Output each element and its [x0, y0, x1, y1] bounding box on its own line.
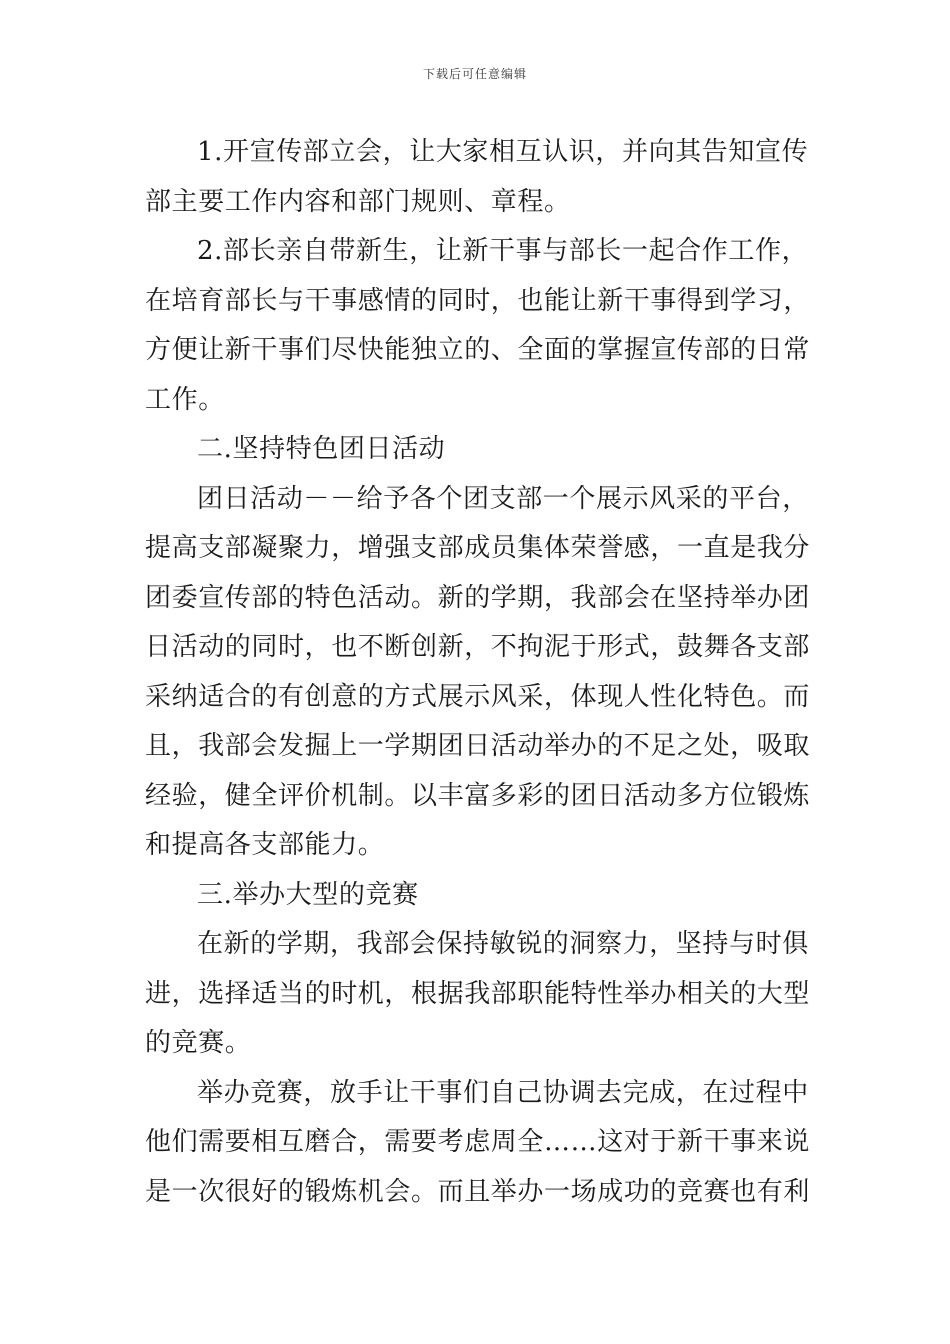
- paragraph-line: 采纳适合的有创意的方式展示风采，体现人性化特色。而: [145, 681, 811, 712]
- paragraph-line: 他们需要相互磨合，需要考虑周全……这对于新干事来说: [145, 1127, 811, 1157]
- paragraph-line: 举办竞赛，放手让干事们自己协调去完成，在过程中: [197, 1077, 809, 1108]
- section-heading-text: 二.坚持特色团日活动: [197, 434, 446, 464]
- paragraph-line: 和提高各支部能力。: [145, 830, 385, 860]
- paragraph-line: 的竞赛。: [145, 1028, 252, 1058]
- paragraph-line: 团日活动－－给予各个团支部一个展示风采的平台，: [197, 483, 809, 514]
- paragraph-line: 2.部长亲自带新生，让新干事与部长一起合作工作，: [197, 236, 809, 266]
- paragraph-line: 方便让新干事们尽快能独立的、全面的掌握宣传部的日常: [145, 335, 811, 365]
- page-header-note: 下载后可任意编辑: [422, 67, 527, 81]
- paragraph-competition-2: [145, 1069, 810, 1218]
- paragraph-line: 日活动的同时，也不断创新，不拘泥于形式，鼓舞各支部: [145, 632, 811, 662]
- paragraph-line: 团委宣传部的特色活动。新的学期，我部会在坚持举办团: [145, 582, 811, 613]
- paragraph-team-day: [145, 475, 810, 871]
- paragraph-line: 工作。: [145, 384, 225, 415]
- section-heading-text: 三.举办大型的竞赛: [197, 879, 419, 910]
- paragraph-line: 经验，健全评价机制。以丰富多彩的团日活动多方位锻炼: [145, 780, 811, 811]
- document-body: [145, 128, 810, 1217]
- paragraph-line: 提高支部凝聚力，增强支部成员集体荣誉感，一直是我分: [145, 533, 811, 563]
- paragraph-line: 1.开宣传部立会，让大家相互认识，并向其告知宣传: [197, 137, 809, 167]
- section-heading-3: [145, 871, 810, 921]
- paragraph-line: 且，我部会发掘上一学期团日活动举办的不足之处，吸取: [145, 731, 811, 761]
- paragraph-competition-1: [145, 920, 810, 1069]
- paragraph-line: 在新的学期，我部会保持敏锐的洞察力，坚持与时俱: [197, 929, 809, 959]
- paragraph-line: 进，选择适当的时机，根据我部职能特性举办相关的大型: [145, 978, 811, 1009]
- paragraph-item-1: [145, 128, 810, 227]
- section-heading-2: [145, 425, 810, 475]
- paragraph-line: 在培育部长与干事感情的同时，也能让新干事得到学习，: [145, 285, 811, 316]
- paragraph-line: 是一次很好的锻炼机会。而且举办一场成功的竞赛也有利: [145, 1176, 811, 1207]
- paragraph-item-2: [145, 227, 810, 425]
- paragraph-line: 部主要工作内容和部门规则、章程。: [145, 186, 571, 217]
